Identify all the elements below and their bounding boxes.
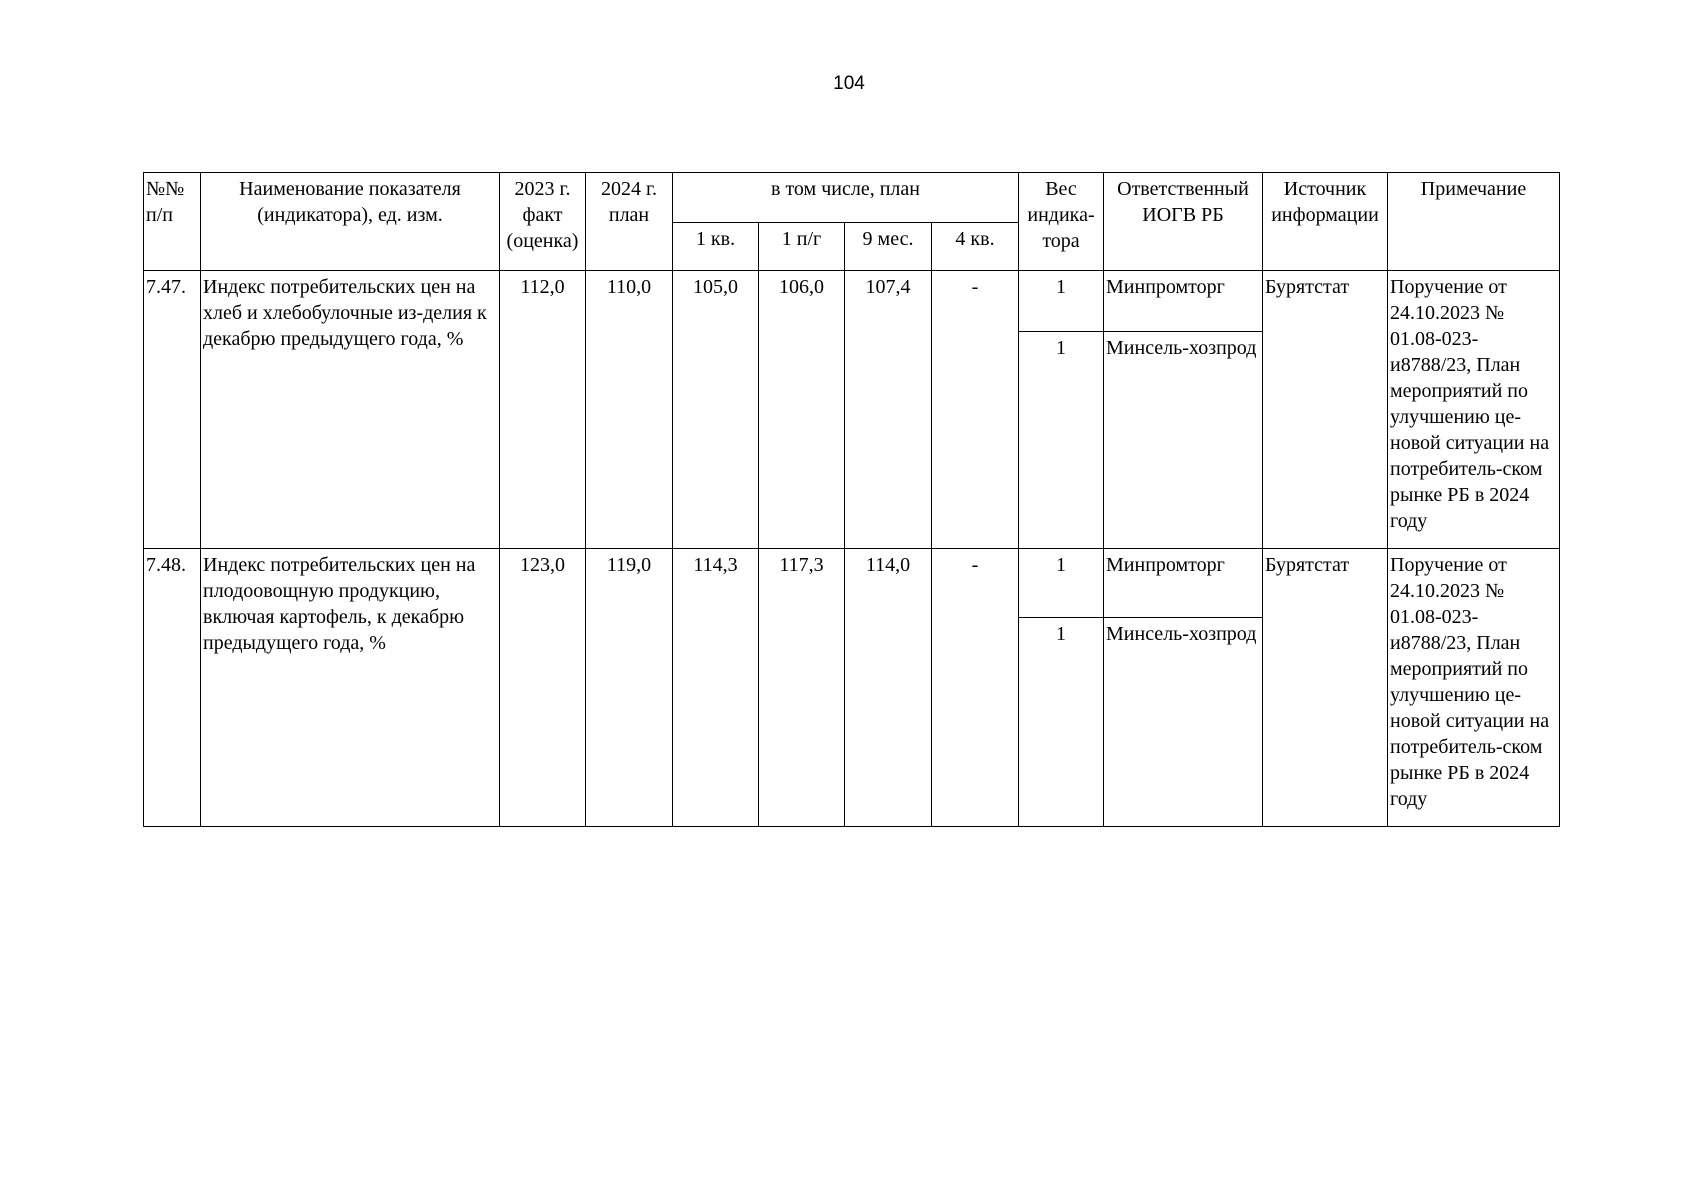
row-name: Индекс потребительских цен на плодоовощную продукцию, включая картофель, к декабрю предыдущего года, % <box>201 549 500 827</box>
indicator-table <box>143 172 1560 827</box>
table-row <box>144 271 1560 332</box>
header-2024: 2024 г. план <box>586 173 673 271</box>
header-name: Наименование показателя (индикатора), ед. изм. <box>201 173 500 271</box>
header-q4: 4 кв. <box>932 223 1019 271</box>
header-h1: 1 п/г <box>759 223 845 271</box>
header-row <box>144 173 1560 223</box>
row-responsible: Минпромторг <box>1104 549 1263 618</box>
header-num: №№ п/п <box>144 173 201 271</box>
row-h1: 106,0 <box>759 271 845 549</box>
header-note: Примечание <box>1388 173 1560 271</box>
header-source: Источник информации <box>1263 173 1388 271</box>
row-responsible: Минсель-хозпрод <box>1104 332 1263 549</box>
row-responsible: Минпромторг <box>1104 271 1263 332</box>
row-source: Бурятстат <box>1263 271 1388 549</box>
row-2024: 110,0 <box>586 271 673 549</box>
row-note: Поручение от 24.10.2023 № 01.08-023-и8788/23, План мероприятий по улучшению це-новой ситуации на потребитель-ском рынке РБ в 2024 году <box>1388 271 1560 549</box>
row-source: Бурятстат <box>1263 549 1388 827</box>
row-q4: - <box>932 271 1019 549</box>
row-2023: 112,0 <box>500 271 586 549</box>
row-q1: 114,3 <box>673 549 759 827</box>
row-2024: 119,0 <box>586 549 673 827</box>
header-responsible: Ответственный ИОГВ РБ <box>1104 173 1263 271</box>
row-2023: 123,0 <box>500 549 586 827</box>
row-weight: 1 <box>1019 271 1104 332</box>
row-h1: 117,3 <box>759 549 845 827</box>
header-2023: 2023 г. факт (оценка) <box>500 173 586 271</box>
row-9m: 114,0 <box>845 549 932 827</box>
header-including-plan: в том числе, план <box>673 173 1019 223</box>
row-q1: 105,0 <box>673 271 759 549</box>
header-9m: 9 мес. <box>845 223 932 271</box>
header-q1: 1 кв. <box>673 223 759 271</box>
row-name: Индекс потребительских цен на хлеб и хлебобулочные из-делия к декабрю предыдущего года, % <box>201 271 500 549</box>
row-q4: - <box>932 549 1019 827</box>
row-num: 7.48. <box>144 549 201 827</box>
page-number: 104 <box>833 73 865 94</box>
row-weight: 1 <box>1019 618 1104 827</box>
row-num: 7.47. <box>144 271 201 549</box>
row-note: Поручение от 24.10.2023 № 01.08-023-и8788/23, План мероприятий по улучшению це-новой ситуации на потребитель-ском рынке РБ в 2024 году <box>1388 549 1560 827</box>
header-weight: Вес индика-тора <box>1019 173 1104 271</box>
table-row <box>144 549 1560 618</box>
row-9m: 107,4 <box>845 271 932 549</box>
row-weight: 1 <box>1019 549 1104 618</box>
row-responsible: Минсель-хозпрод <box>1104 618 1263 827</box>
row-weight: 1 <box>1019 332 1104 549</box>
